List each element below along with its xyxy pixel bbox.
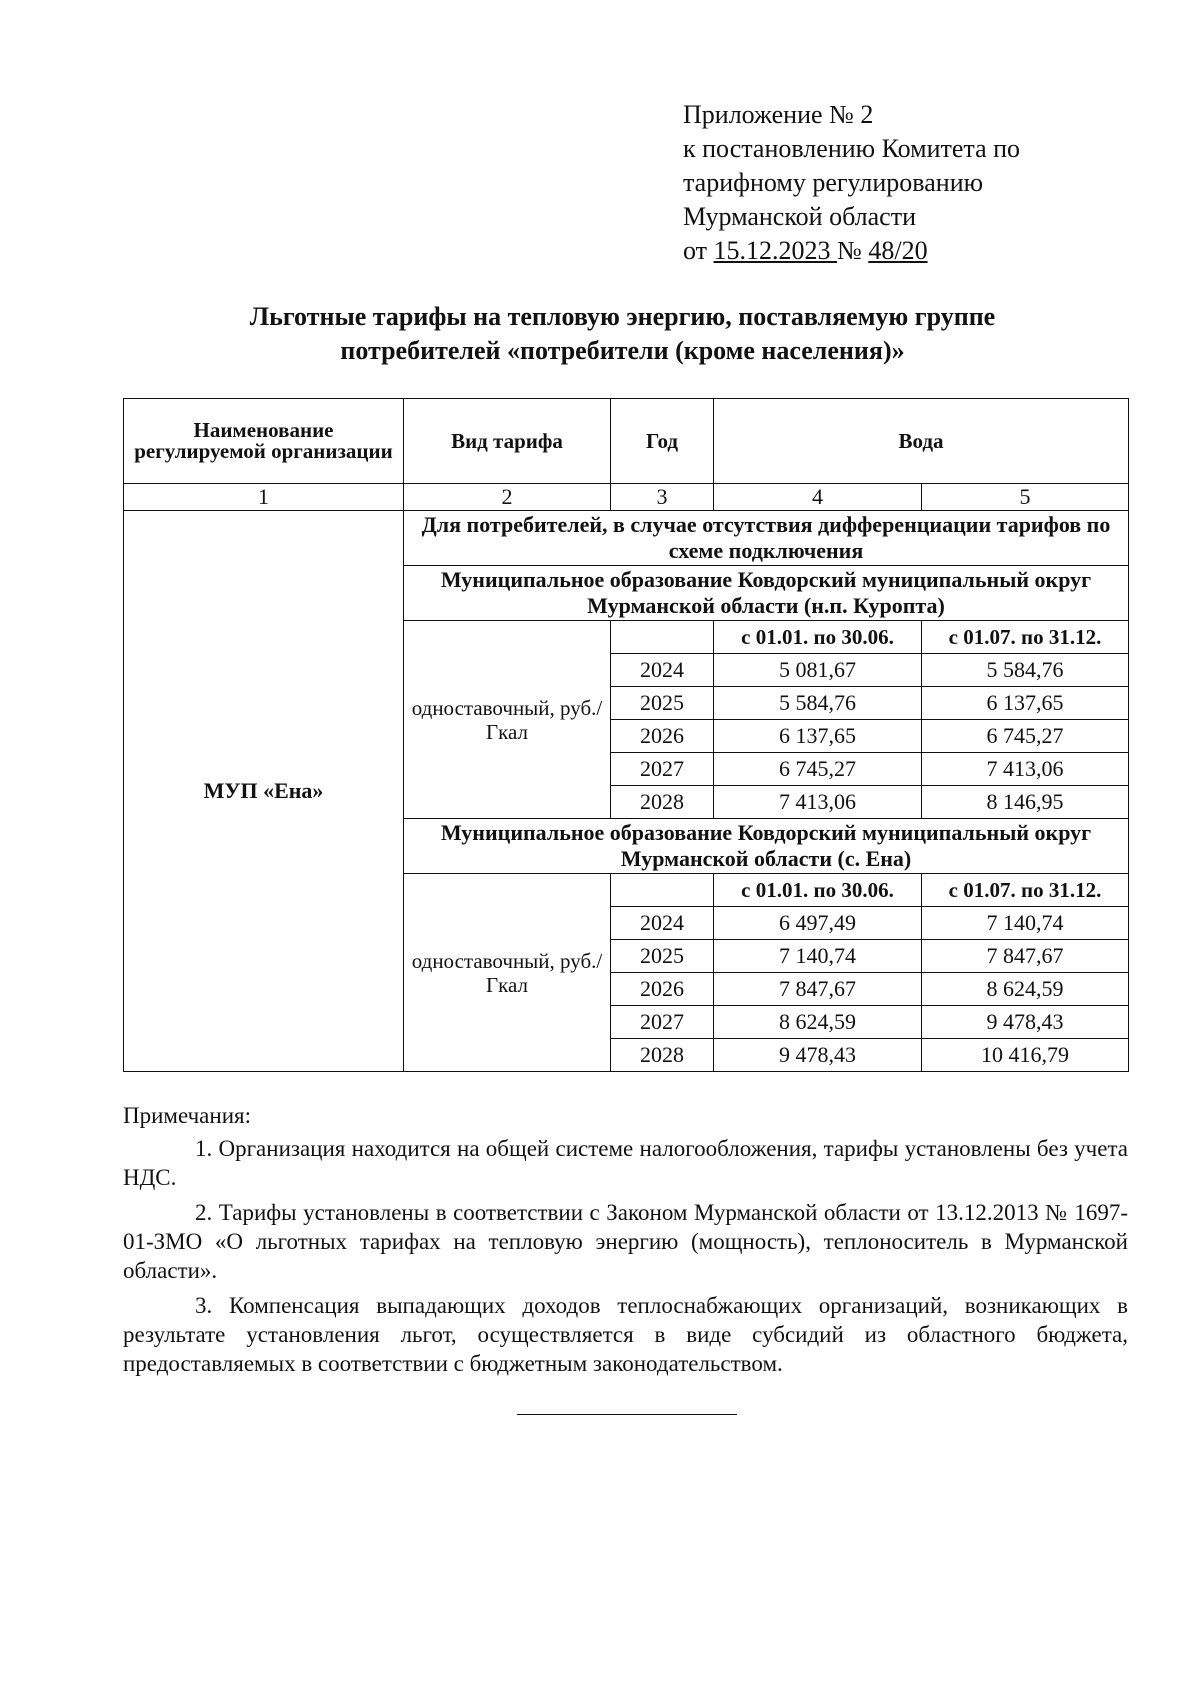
year-cell: 2028 (611, 786, 714, 819)
appendix-date-line (683, 234, 1020, 268)
value-first-half: 8 624,59 (714, 1006, 922, 1039)
header-org: Наименование регулируемой организации (124, 399, 404, 484)
header-year: Год (611, 399, 714, 484)
column-number: 2 (404, 484, 611, 511)
value-first-half: 6 137,65 (714, 720, 922, 753)
value-second-half: 8 146,95 (922, 786, 1129, 819)
column-number-row (124, 484, 1129, 511)
appendix-line: тарифному регулированию (683, 168, 984, 197)
number-prefix: № (837, 236, 869, 265)
note-item: 1. Организация находится на общей системе налогообложения, тарифы установлены без учета НДС. (123, 1136, 1128, 1190)
column-number: 4 (714, 484, 922, 511)
period-second-half: с 01.07. по 31.12. (922, 621, 1129, 654)
value-second-half: 6 745,27 (922, 720, 1129, 753)
tariff-table (123, 398, 1129, 1072)
note-item: 3. Компенсация выпадающих доходов теплоснабжающих организаций, возникающих в результате установления льгот, осуществляется в виде субсидий из областного бюджета, предоставляемых в соответствии с бюджетным законодательством. (123, 1293, 1128, 1376)
value-second-half: 6 137,65 (922, 687, 1129, 720)
general-note-row (124, 511, 1129, 566)
section-title: Муниципальное образование Ковдорский муниципальный округ Мурманской области (н.п. Куропта) (404, 566, 1129, 621)
year-cell: 2027 (611, 1006, 714, 1039)
notes-block (123, 1101, 1128, 1384)
end-rule (517, 1414, 737, 1415)
year-cell: 2028 (611, 1039, 714, 1072)
column-number: 5 (922, 484, 1129, 511)
tariff-type: одноставочный, руб./Гкал (404, 621, 611, 819)
resolution-number: 48/20 (868, 236, 928, 265)
value-first-half: 5 081,67 (714, 654, 922, 687)
value-second-half: 5 584,76 (922, 654, 1129, 687)
appendix-line: Мурманской области (683, 202, 916, 231)
value-second-half: 8 624,59 (922, 973, 1129, 1006)
title-line: потребителей «потребители (кроме населения)» (340, 336, 905, 365)
period-first-half: с 01.01. по 30.06. (714, 621, 922, 654)
value-second-half: 9 478,43 (922, 1006, 1129, 1039)
value-second-half: 7 413,06 (922, 753, 1129, 786)
year-cell: 2027 (611, 753, 714, 786)
value-first-half: 9 478,43 (714, 1039, 922, 1072)
value-first-half: 7 847,67 (714, 973, 922, 1006)
year-cell: 2025 (611, 940, 714, 973)
general-note: Для потребителей, в случае отсутствия дифференциации тарифов по схеме подключения (404, 511, 1129, 566)
period-first-half: с 01.01. по 30.06. (714, 874, 922, 907)
title-line: Льготные тарифы на тепловую энергию, поставляемую группе (249, 302, 996, 331)
value-first-half: 6 497,49 (714, 907, 922, 940)
value-second-half: 7 847,67 (922, 940, 1129, 973)
header-tariff-type: Вид тарифа (404, 399, 611, 484)
year-blank (611, 621, 714, 654)
note-item: 2. Тарифы установлены в соответствии с Законом Мурманской области от 13.12.2013 № 1697-01-ЗМО «О льготных тарифах на тепловую энергию (мощность), теплоноситель в Мурманской области». (123, 1200, 1128, 1283)
value-second-half: 7 140,74 (922, 907, 1129, 940)
header-row (124, 399, 1129, 484)
value-first-half: 7 413,06 (714, 786, 922, 819)
appendix-header (683, 98, 1020, 268)
value-first-half: 6 745,27 (714, 753, 922, 786)
year-cell: 2025 (611, 687, 714, 720)
document-title (120, 300, 1125, 368)
appendix-line: к постановлению Комитета по (683, 134, 1021, 163)
column-number: 1 (124, 484, 404, 511)
year-cell: 2026 (611, 720, 714, 753)
header-water: Вода (714, 399, 1129, 484)
value-first-half: 7 140,74 (714, 940, 922, 973)
organization-name: МУП «Ена» (124, 511, 404, 1072)
year-cell: 2026 (611, 973, 714, 1006)
resolution-date: 15.12.2023 (713, 236, 838, 265)
appendix-line: Приложение № 2 (683, 100, 874, 129)
tariff-type: одноставочный, руб./Гкал (404, 874, 611, 1072)
period-second-half: с 01.07. по 31.12. (922, 874, 1129, 907)
notes-label: Примечания: (123, 1103, 251, 1128)
column-number: 3 (611, 484, 714, 511)
value-first-half: 5 584,76 (714, 687, 922, 720)
year-blank (611, 874, 714, 907)
year-cell: 2024 (611, 907, 714, 940)
section-title: Муниципальное образование Ковдорский муниципальный округ Мурманской области (с. Ена) (404, 819, 1129, 874)
date-prefix: от (683, 236, 714, 265)
value-second-half: 10 416,79 (922, 1039, 1129, 1072)
year-cell: 2024 (611, 654, 714, 687)
